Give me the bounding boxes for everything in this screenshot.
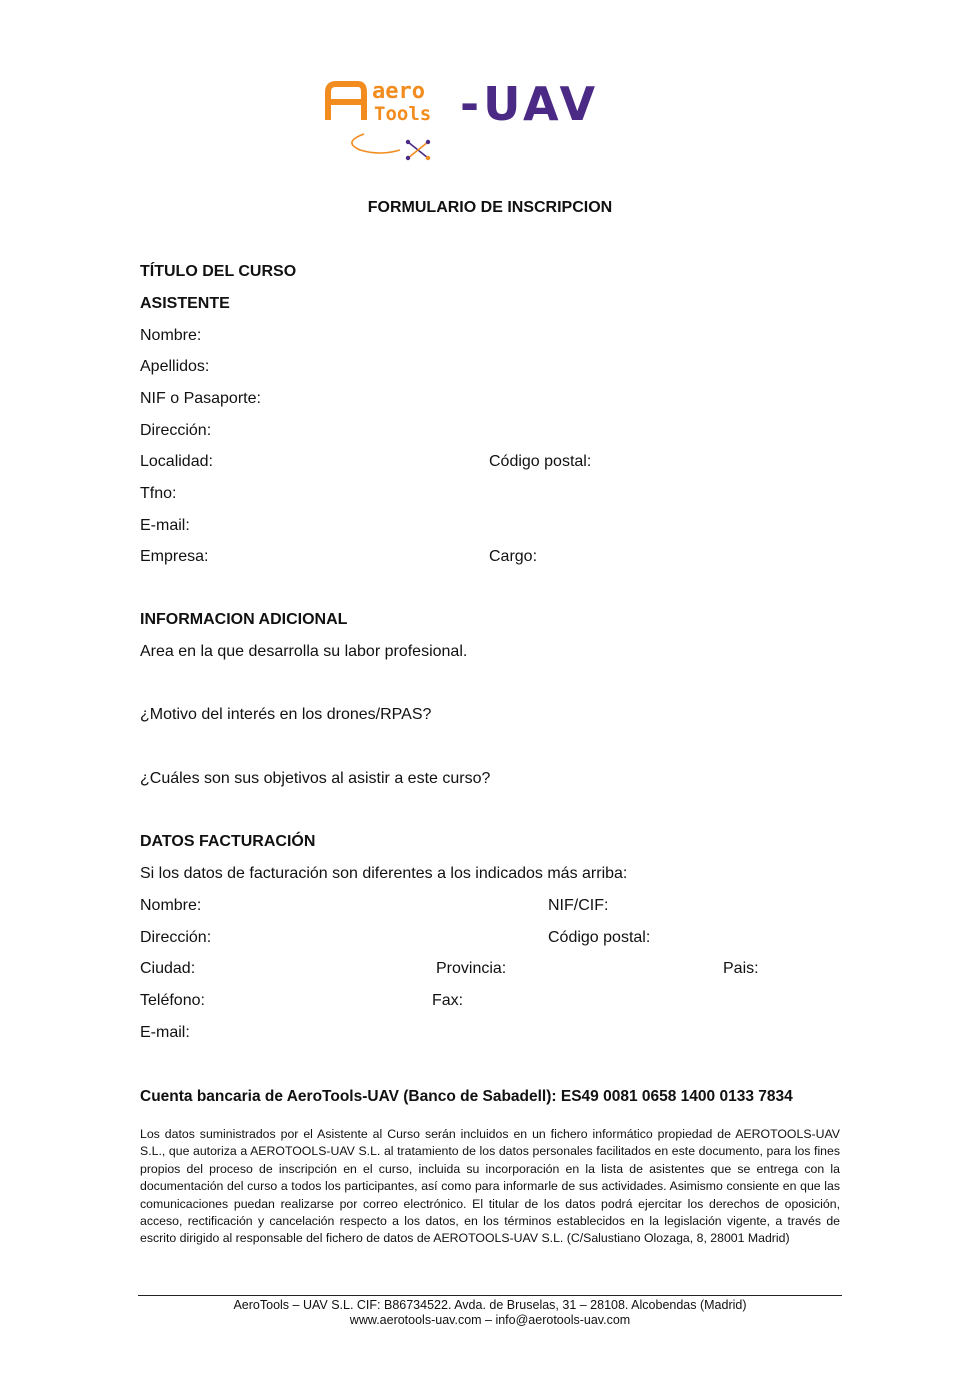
- question-drone-interest: ¿Motivo del interés en los drones/RPAS?: [140, 706, 432, 723]
- billing-fax-label: Fax:: [432, 992, 464, 1009]
- footer-contact: www.aerotools-uav.com – info@aerotools-uav.com: [349, 1313, 631, 1327]
- billing-telefono-label: Teléfono:: [140, 992, 205, 1009]
- billing-provincia-label: Provincia:: [436, 960, 507, 977]
- attendee-cargo-label: Cargo:: [489, 548, 538, 565]
- attendee-nombre-label: Nombre:: [140, 327, 202, 344]
- billing-intro: Si los datos de facturación son diferentes a los indicados más arriba:: [140, 865, 628, 882]
- footer-company-info: AeroTools – UAV S.L. CIF: B86734522. Avda. de Bruselas, 31 – 28108. Alcobendas (Madrid): [233, 1298, 747, 1312]
- attendee-empresa-label: Empresa:: [140, 548, 209, 565]
- form-title: FORMULARIO DE INSCRIPCION: [367, 199, 613, 216]
- bank-account-line: [140, 1087, 793, 1107]
- footer-divider: [138, 1295, 842, 1296]
- attendee-codigo-postal-label: Código postal:: [489, 453, 592, 470]
- attendee-localidad-label: Localidad:: [140, 453, 213, 470]
- course-title-heading: TÍTULO DEL CURSO: [140, 263, 297, 280]
- billing-nombre-label: Nombre:: [140, 897, 202, 914]
- billing-heading: DATOS FACTURACIÓN: [140, 833, 316, 850]
- billing-codigo-postal-label: Código postal:: [548, 929, 651, 946]
- attendee-direccion-label: Dirección:: [140, 422, 212, 439]
- bank-iban: ES49 0081 0658 1400 0133 7834: [560, 1088, 793, 1105]
- bank-account-label: Cuenta bancaria de AeroTools-UAV (Banco de Sabadell):: [140, 1088, 557, 1105]
- billing-ciudad-label: Ciudad:: [140, 960, 196, 977]
- attendee-heading: ASISTENTE: [140, 295, 230, 312]
- billing-direccion-label: Dirección:: [140, 929, 212, 946]
- drone-icon: [406, 140, 430, 160]
- attendee-tfno-label: Tfno:: [140, 485, 177, 502]
- question-professional-area: Area en la que desarrolla su labor profesional.: [140, 643, 468, 660]
- attendee-nif-label: NIF o Pasaporte:: [140, 390, 261, 407]
- additional-info-heading: INFORMACION ADICIONAL: [140, 611, 348, 628]
- question-course-objectives: ¿Cuáles son sus objetivos al asistir a este curso?: [140, 770, 491, 787]
- aerotools-uav-logo: [320, 72, 640, 167]
- logo-aero-text: aero: [372, 79, 425, 104]
- logo-tools-text: Tools: [374, 103, 432, 125]
- privacy-notice: Los datos suministrados por el Asistente al Curso serán incluidos en un fichero informático propiedad de AEROTOOLS-UAV S.L., que autoriza a AEROTOOLS-UAV S.L. al tratamiento de los datos personales facilitados en este documento, para los fines propios del proceso de inscripción en el curso, incluida su incorporación en la lista de asistentes que se entrega con la documentación del curso a todos los participantes, así como para informarle de sus actividades. Asimismo consiente en que las comunicaciones puedan realizarse por correo electrónico. El titular de los datos podrá ejercitar los derechos de oposición, acceso, rectificación y cancelación respecto a los datos, en los términos establecidos en la legislación vigente, a través de escrito dirigido al responsable del fichero de datos de AEROTOOLS-UAV S.L. (C/Salustiano Olozaga, 8, 28001 Madrid): [140, 1127, 840, 1246]
- billing-email-label: E-mail:: [140, 1024, 190, 1041]
- attendee-apellidos-label: Apellidos:: [140, 358, 210, 375]
- billing-pais-label: Pais:: [723, 960, 759, 977]
- attendee-email-label: E-mail:: [140, 517, 190, 534]
- billing-nif-cif-label: NIF/CIF:: [548, 897, 609, 914]
- logo-uav-text: -UAV: [460, 77, 600, 131]
